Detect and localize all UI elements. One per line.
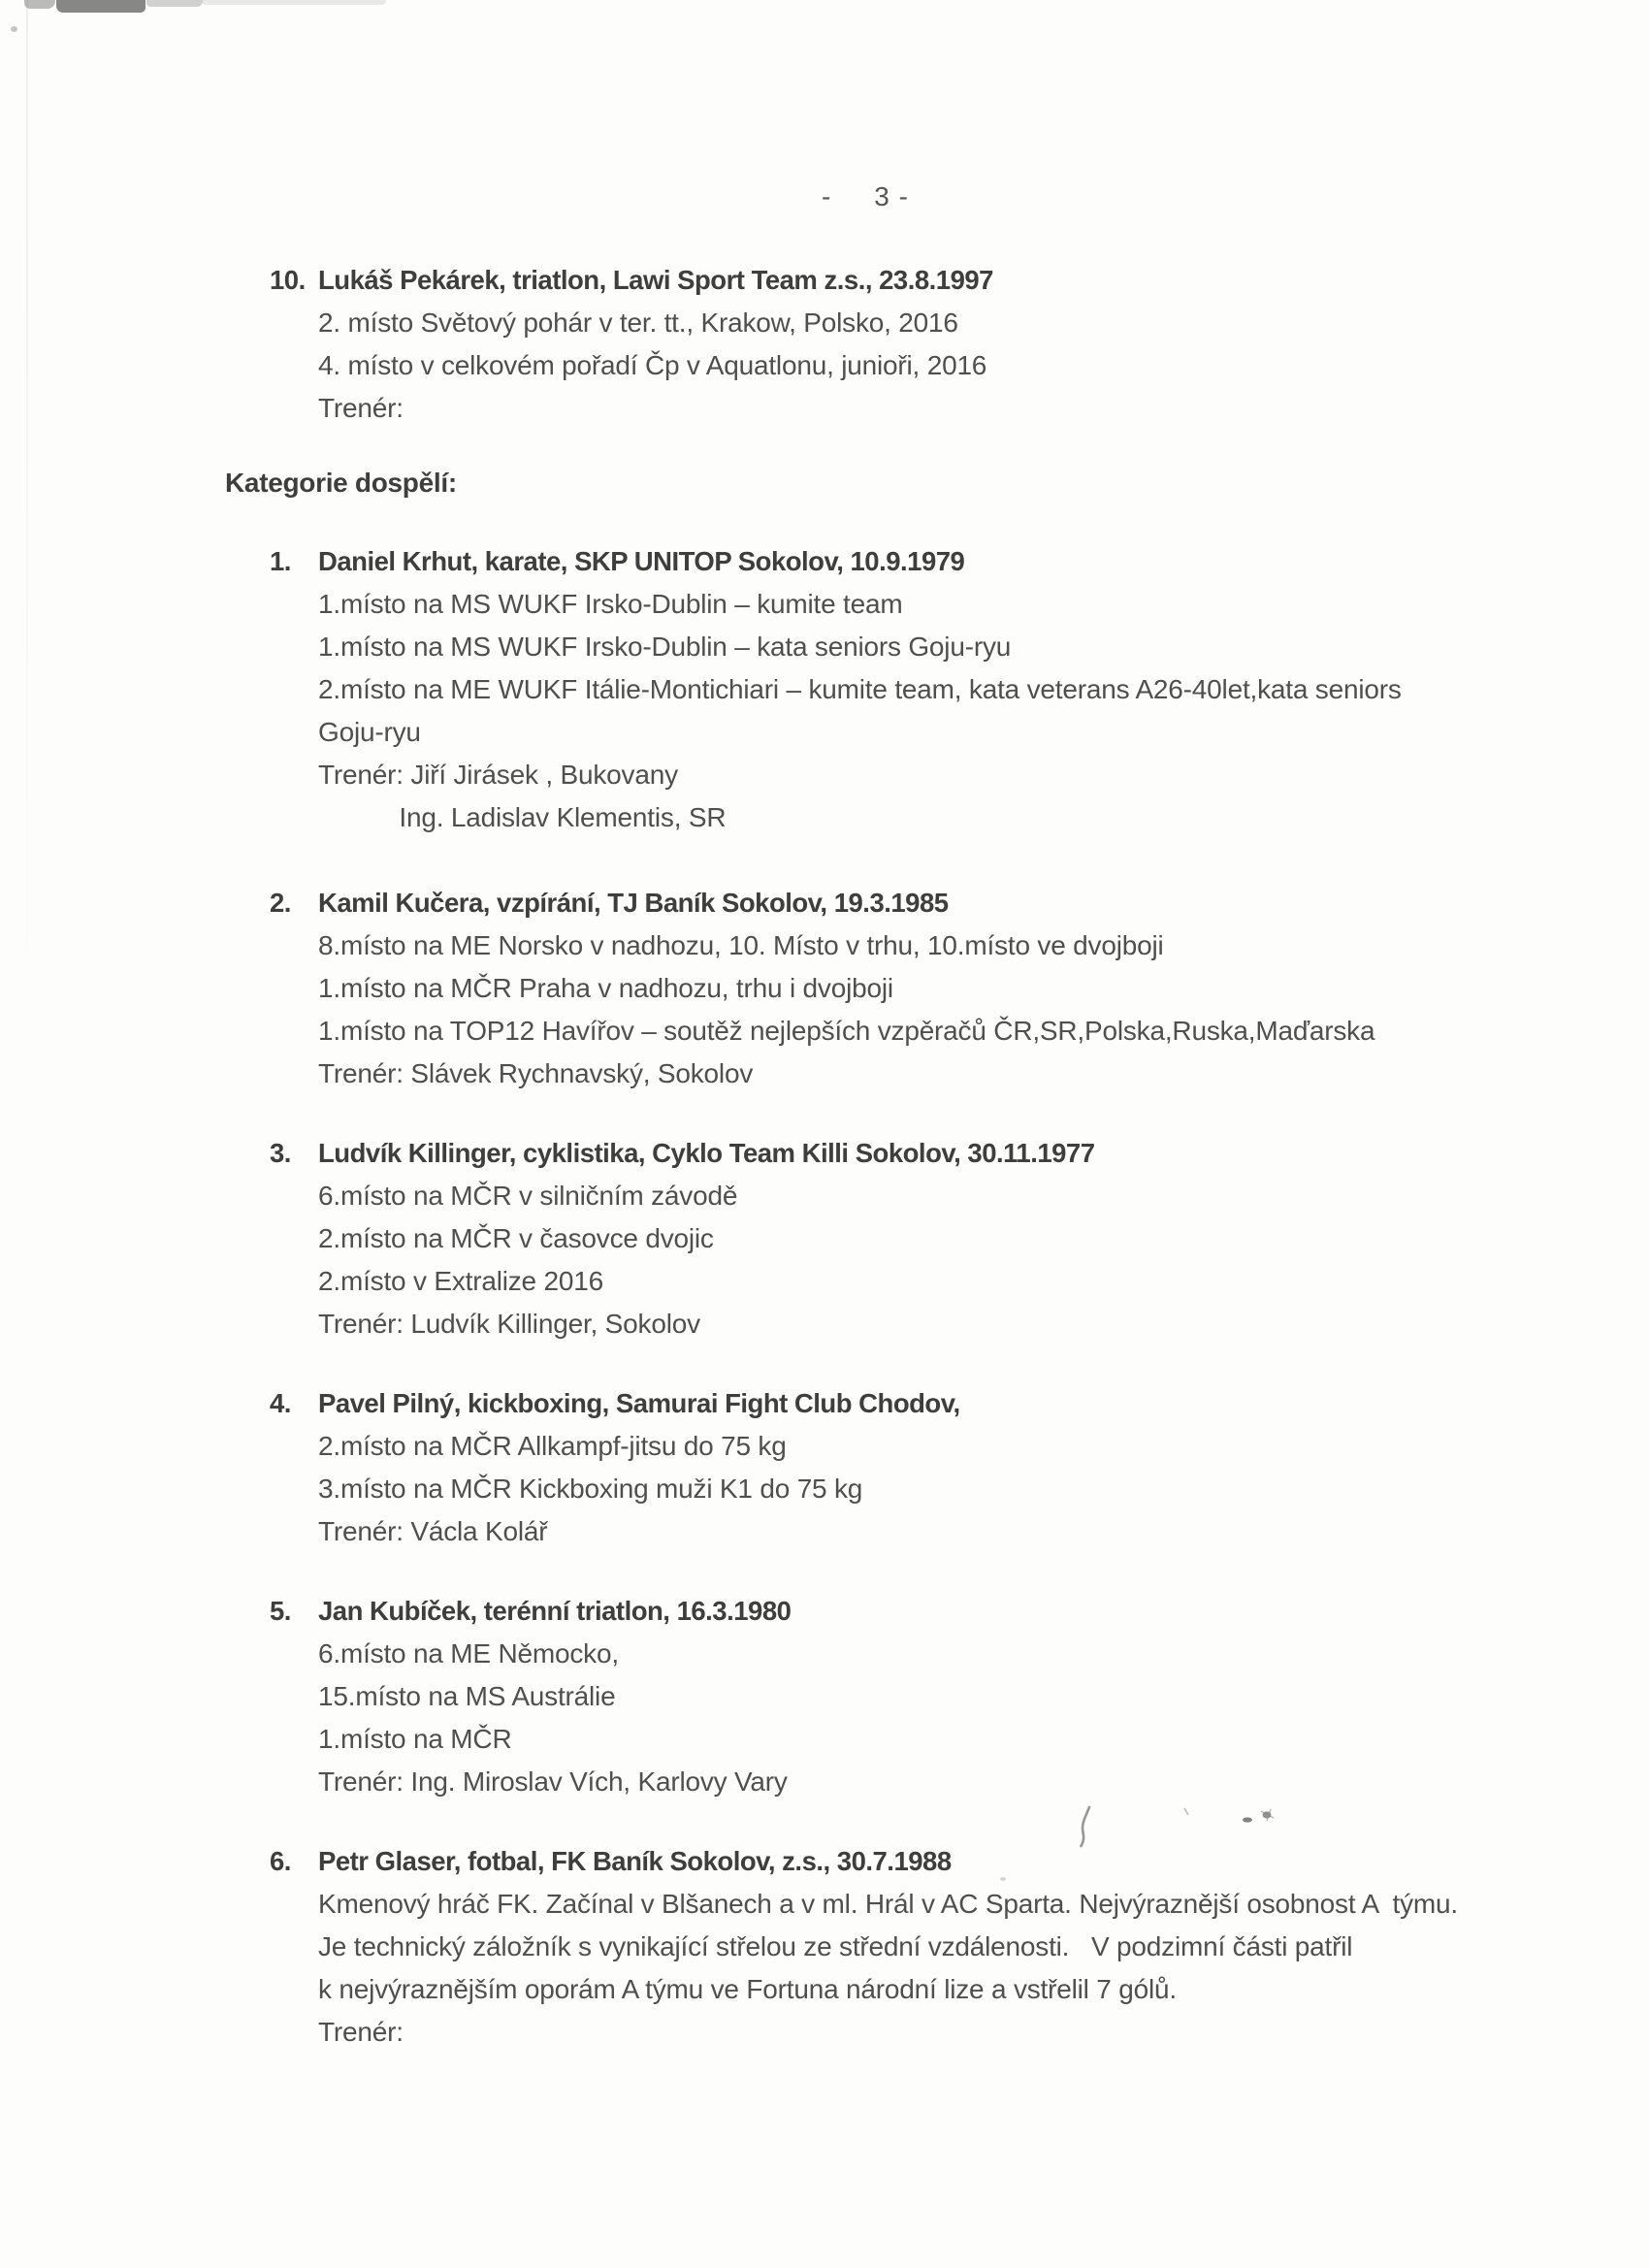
achievement-line: 1.místo na MS WUKF Irsko-Dublin – kumite team: [318, 589, 903, 619]
scan-speck: [11, 26, 17, 32]
athlete-content: [318, 1840, 1463, 2054]
achievement-line: Ing. Ladislav Klementis, SR: [318, 802, 727, 832]
achievement-line: 6.místo na MČR v silničním závodě: [318, 1181, 738, 1211]
athlete-number: 2.: [270, 888, 291, 918]
athlete-number: 3.: [270, 1138, 291, 1168]
achievement-line: Trenér: Václa Kolář: [318, 1516, 548, 1546]
athlete-achievements: [318, 1633, 1463, 1803]
athlete-content: [318, 1590, 1463, 1803]
achievement-line: 2.místo na ME WUKF Itálie-Montichiari – kumite team, kata veterans A26-40let,kata seniors: [318, 674, 1402, 704]
athlete-item: [0, 882, 1649, 1095]
athlete-item: [0, 1382, 1649, 1553]
page-number: - 3 -: [822, 181, 909, 211]
athlete-item: [0, 1840, 1649, 2054]
athlete-achievements: [318, 924, 1463, 1095]
scan-smudge: [24, 0, 55, 9]
achievement-line: Je technický záložník s vynikající střelou ze střední vzdálenosti. V podzimní části patřil: [318, 1931, 1353, 1961]
achievement-line: 8.místo na ME Norsko v nadhozu, 10. Místo v trhu, 10.místo ve dvojboji: [318, 930, 1164, 960]
athlete-content: [318, 1382, 1463, 1553]
achievement-line: Goju-ryu: [318, 717, 421, 747]
athlete-content: [318, 259, 1463, 430]
athlete-number: 1.: [270, 546, 291, 576]
athlete-achievements: [318, 302, 1463, 430]
scan-smudge: [202, 0, 386, 5]
achievement-line: 3.místo na MČR Kickboxing muži K1 do 75 kg: [318, 1474, 863, 1504]
athlete-content: [318, 882, 1463, 1095]
scan-smudge: [56, 0, 146, 13]
achievement-line: 6.místo na ME Němocko,: [318, 1638, 619, 1669]
athlete-number: 4.: [270, 1388, 291, 1418]
athlete-title: Ludvík Killinger, cyklistika, Cyklo Team Killi Sokolov, 30.11.1977: [318, 1138, 1095, 1168]
achievement-line: 2.místo v Extralize 2016: [318, 1266, 603, 1296]
athlete-title: Lukáš Pekárek, triatlon, Lawi Sport Team z.s., 23.8.1997: [318, 265, 993, 295]
achievement-line: 2.místo na MČR Allkampf-jitsu do 75 kg: [318, 1431, 787, 1461]
athlete-achievements: [318, 1425, 1463, 1553]
athlete-title: Jan Kubíček, terénní triatlon, 16.3.1980: [318, 1596, 792, 1626]
adult-items-section: [0, 540, 1649, 2090]
athlete-number: 5.: [270, 1596, 291, 1626]
athlete-title: Petr Glaser, fotbal, FK Baník Sokolov, z.s., 30.7.1988: [318, 1846, 952, 1876]
achievement-line: Trenér: Slávek Rychnavský, Sokolov: [318, 1058, 754, 1088]
achievement-line: 2. místo Světový pohár v ter. tt., Krakow, Polsko, 2016: [318, 308, 958, 338]
junior-items-section: [0, 259, 1649, 467]
athlete-item: [0, 1132, 1649, 1345]
achievement-line: Trenér: Ludvík Killinger, Sokolov: [318, 1309, 700, 1339]
achievement-line: 4. místo v celkovém pořadí Čp v Aquatlonu, junioři, 2016: [318, 350, 987, 380]
adults-category-heading: Kategorie dospělí:: [225, 468, 457, 498]
achievement-line: Trenér:: [318, 393, 404, 423]
achievement-line: k nejvýraznějším oporám A týmu ve Fortuna národní lize a vstřelil 7 gólů.: [318, 1974, 1177, 2004]
achievement-line: 2.místo na MČR v časovce dvojic: [318, 1223, 714, 1253]
athlete-item: [0, 1590, 1649, 1803]
achievement-line: 1.místo na MS WUKF Irsko-Dublin – kata seniors Goju-ryu: [318, 632, 1012, 662]
athlete-item: [0, 259, 1649, 430]
achievement-line: Trenér:: [318, 2017, 404, 2047]
achievement-line: Trenér: Ing. Miroslav Vích, Karlovy Vary: [318, 1766, 788, 1797]
achievement-line: 1.místo na MČR Praha v nadhozu, trhu i dvojboji: [318, 973, 893, 1003]
athlete-title: Daniel Krhut, karate, SKP UNITOP Sokolov, 10.9.1979: [318, 546, 965, 576]
athlete-number: 10.: [270, 265, 306, 295]
scan-smudge: [146, 0, 203, 7]
achievement-line: Kmenový hráč FK. Začínal v Blšanech a v ml. Hrál v AC Sparta. Nejvýraznější osobnost A týmu.: [318, 1889, 1458, 1919]
athlete-achievements: [318, 1883, 1463, 2054]
athlete-number: 6.: [270, 1846, 291, 1876]
achievement-line: 1.místo na MČR: [318, 1724, 512, 1754]
athlete-content: [318, 540, 1463, 839]
achievement-line: Trenér: Jiří Jirásek , Bukovany: [318, 760, 678, 790]
athlete-achievements: [318, 583, 1463, 839]
achievement-line: 15.místo na MS Austrálie: [318, 1681, 616, 1711]
athlete-achievements: [318, 1175, 1463, 1345]
athlete-item: [0, 540, 1649, 839]
athlete-title: Pavel Pilný, kickboxing, Samurai Fight Club Chodov,: [318, 1388, 960, 1418]
achievement-line: 1.místo na TOP12 Havířov – soutěž nejlepších vzpěračů ČR,SR,Polska,Ruska,Maďarska: [318, 1016, 1375, 1046]
athlete-title: Kamil Kučera, vzpírání, TJ Baník Sokolov, 19.3.1985: [318, 888, 949, 918]
athlete-content: [318, 1132, 1463, 1345]
